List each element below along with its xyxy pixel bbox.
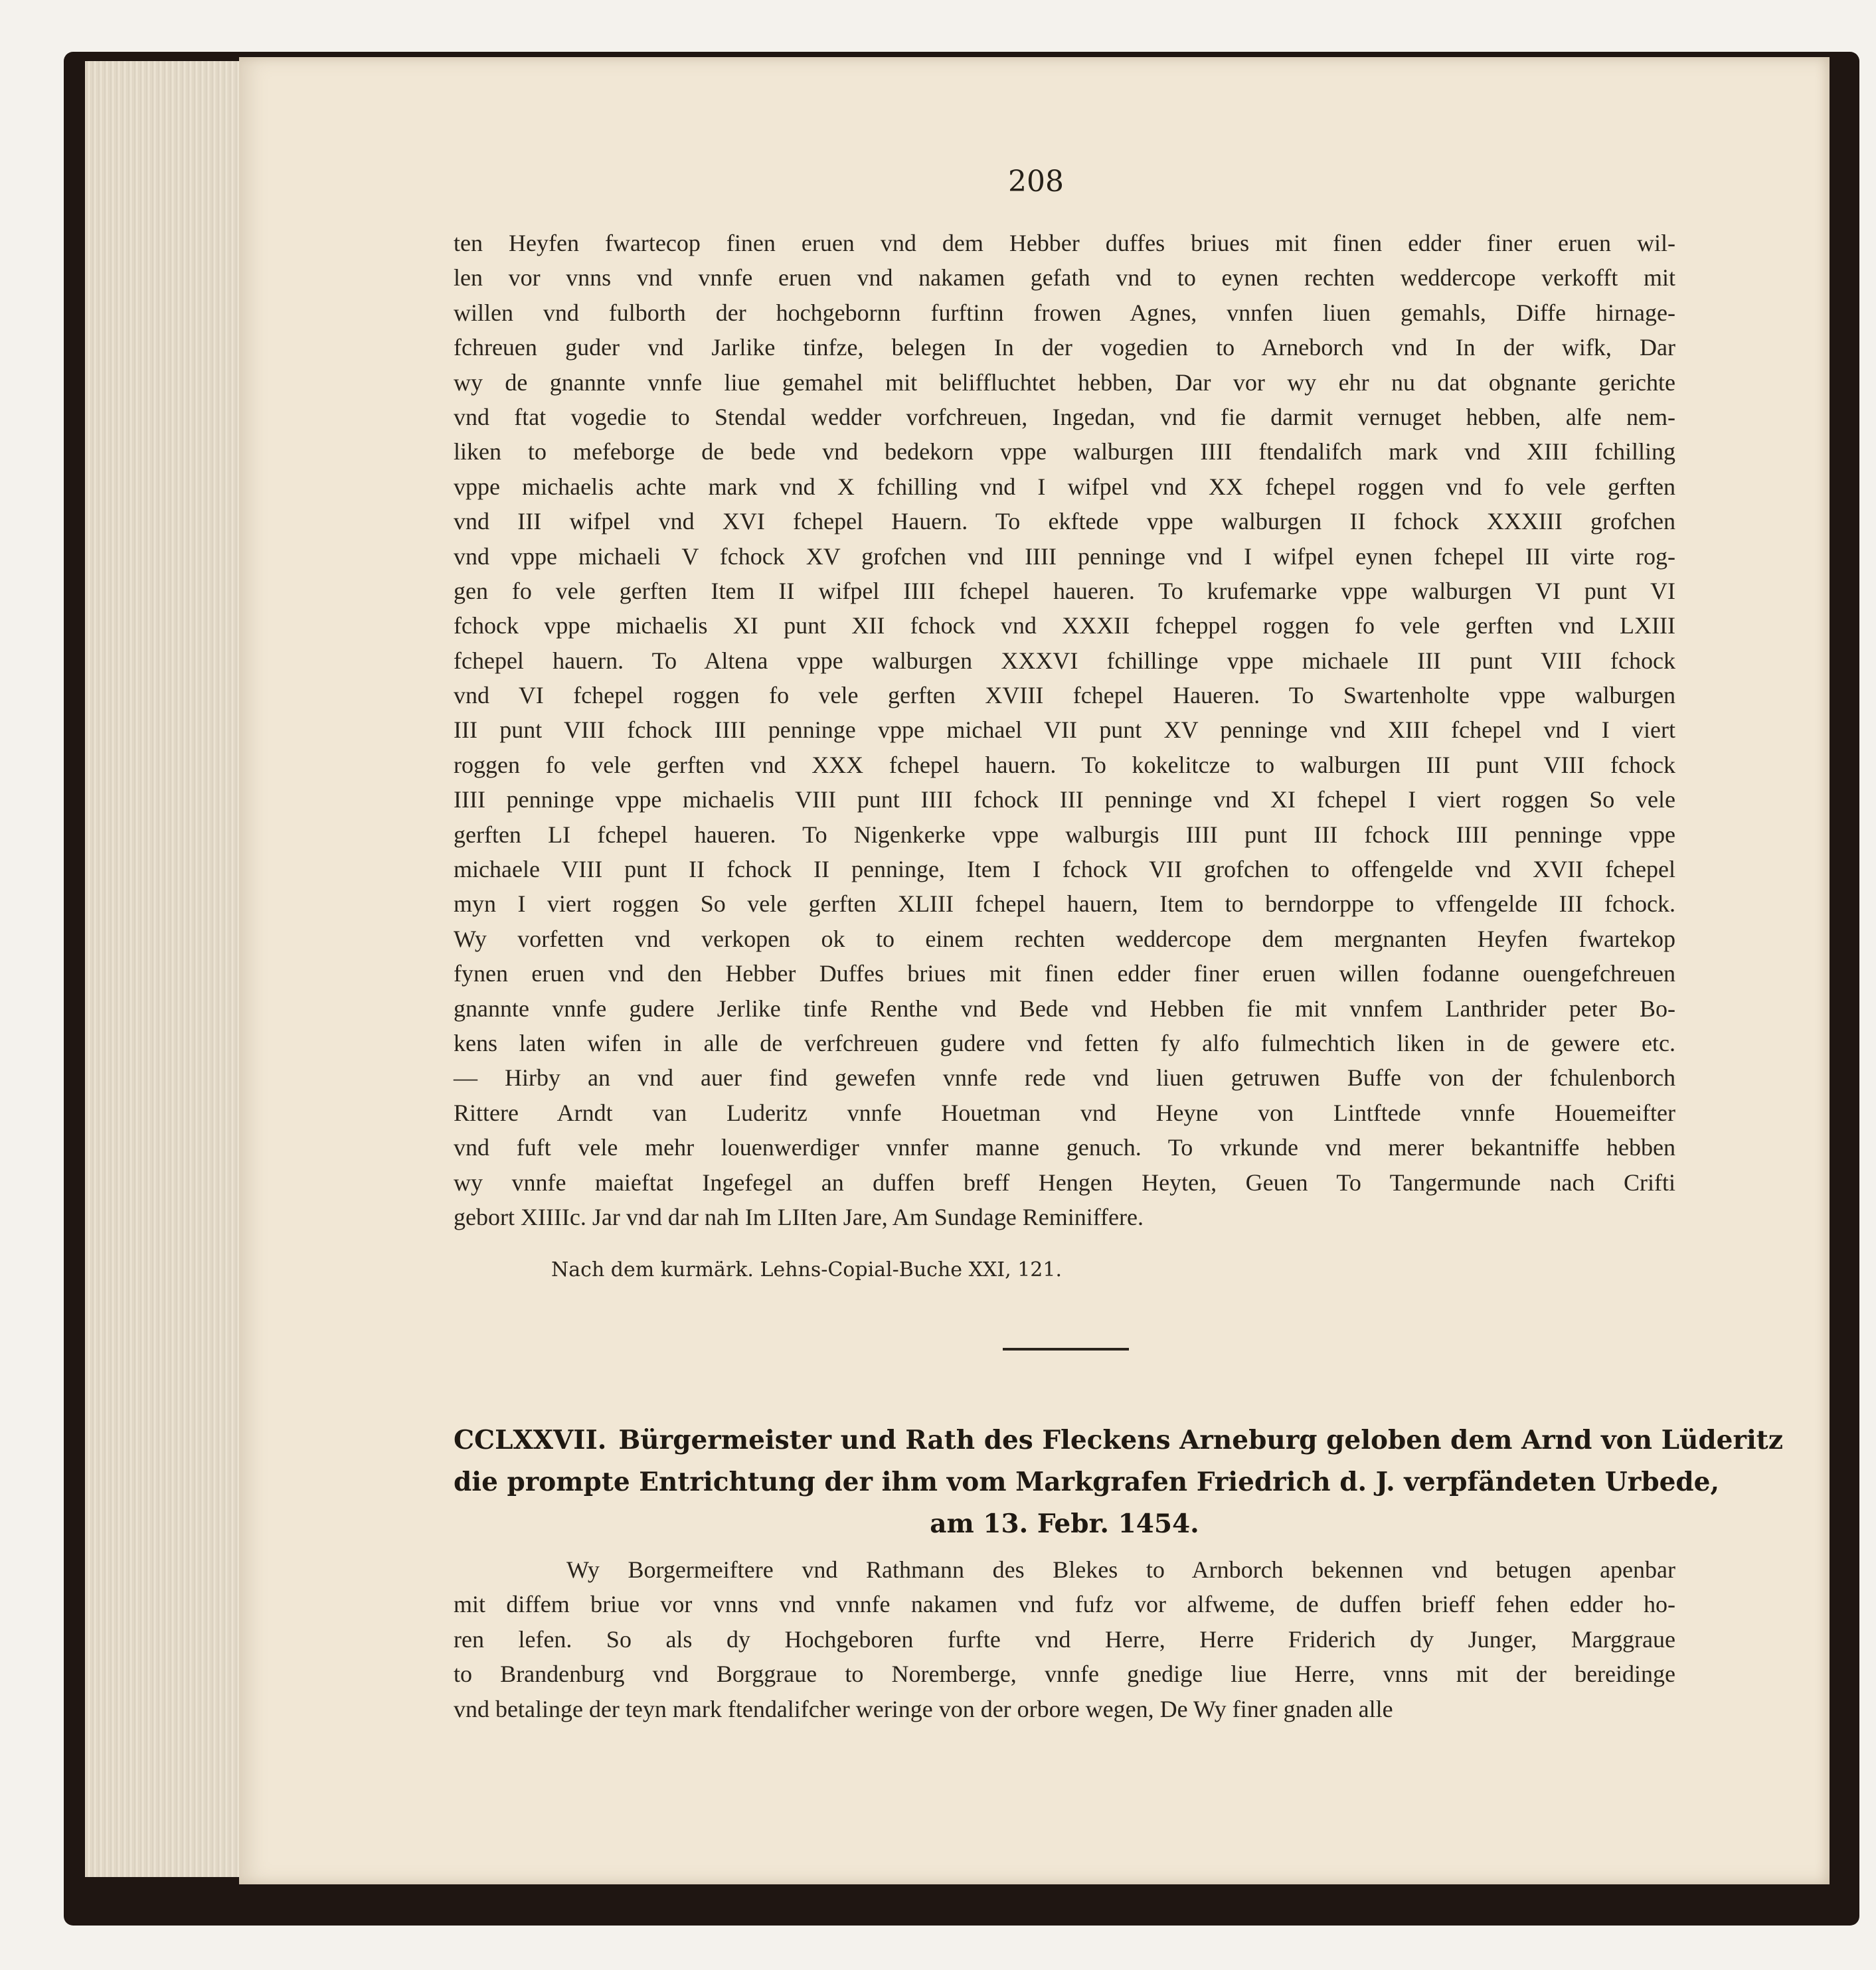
text-line: Wy Borgermeiftere vnd Rathmann des Blekes to Arnborch bekennen vnd betugen apenbar [566,1556,1675,1583]
text-line: roggen fo vele gerften vnd XXX fchepel hauern. To kokelitcze to walburgen III punt VIII fchock [454,751,1675,778]
text-line: liken to mefeborge de bede vnd bedekorn vppe walburgen IIII ftendalifch mark vnd XIII fchilling [454,438,1675,465]
text-line: willen vnd fulborth der hochgebornn furftinn frowen Agnes, vnnfen liuen gemahls, Diffe hirnage- [454,299,1675,326]
text-line: mit diffem briue vor vnns vnd vnnfe nakamen vnd fufz vor alfweme, de duffen brieff fehen edder ho- [454,1591,1675,1618]
text-line: — Hirby an vnd auer find gewefen vnnfe rede vnd liuen getruwen Buffe von der fchulenborch [454,1064,1675,1092]
text-line: fynen eruen vnd den Hebber Duffes briues mit finen edder finer eruen willen fodanne ouengefchreuen [454,960,1675,987]
text-line: gnannte vnnfe gudere Jerlike tinfe Renthe vnd Bede vnd Hebben fie mit vnnfem Lanthrider peter Bo- [454,995,1675,1022]
document-heading [454,1420,1783,1545]
text-line: to Brandenburg vnd Borggraue to Noremberge, vnnfe gnedige liue Herre, vnns mit der bereidinge [454,1661,1675,1688]
text-line: fchepel hauern. To Altena vppe walburgen XXXVI fchillinge vppe michaele III punt VIII fchock [454,647,1675,674]
text-line: IIII penninge vppe michaelis VIII punt IIII fchock III penninge vnd XI fchepel I viert roggen So vele [454,786,1675,813]
text-line: Rittere Arndt van Luderitz vnnfe Houetman vnd Heyne von Lintftede vnnfe Houemeifter [454,1099,1675,1126]
text-line: gerften LI fchepel haueren. To Nigenkerke vppe walburgis IIII punt III fchock IIII penninge vppe [454,821,1675,848]
text-line: michaele VIII punt II fchock II penninge, Item I fchock VII grofchen to offengelde vnd XVII fchepel [454,856,1675,883]
heading-date: am 13. Febr. 1454. [930,1509,1199,1539]
source-citation: Nach dem kurmärk. Lehns-Copial-Buche XXI, 121. [551,1258,1062,1281]
text-line: vnd vppe michaeli V fchock XV grofchen vnd IIII penninge vnd I wifpel eynen fchepel III virte rog- [454,542,1675,570]
text-line: Wy vorfetten vnd verkopen ok to einem rechten weddercope dem mergnanten Heyfen fwartekop [454,925,1675,952]
text-line: wy de gnannte vnnfe liue gemahel mit beliffluchtet hebben, Dar vor wy ehr nu dat obgnante gerichte [454,369,1675,396]
charter-text-paragraph [454,226,1675,1234]
text-line: myn I viert roggen So vele gerften XLIII fchepel hauern, Item to berndorppe to vffengelde III fchock. [454,890,1675,918]
text-line: III punt VIII fchock IIII penninge vppe michael VII punt XV penninge vnd XIII fchepel vnd I viert [454,716,1675,744]
text-line: fchreuen guder vnd Jarlike tinfze, belegen In der vogedien to Arneborch vnd In der wifk, Dar [454,334,1675,361]
text-line: vnd III wifpel vnd XVI fchepel Hauern. To ekftede vppe walburgen II fchock XXXIII grofchen [454,508,1675,535]
new-charter-text-paragraph [454,1552,1675,1726]
text-line: fchock vppe michaelis XI punt XII fchock vnd XXXII fcheppel roggen fo vele gerften vnd LXIII [454,612,1675,639]
text-line: kens laten wifen in alle de verfchreuen gudere vnd fetten fy alfo fulmechtich liken in de gewere etc. [454,1029,1675,1056]
text-line: vppe michaelis achte mark vnd X fchilling vnd I wifpel vnd XX fchepel roggen vnd fo vele gerften [454,473,1675,500]
page-edges [85,61,246,1877]
heading-title-part-1: Bürgermeister und Rath des Fleckens Arneburg geloben dem Arnd von Lüderitz [618,1425,1783,1455]
text-line: len vor vnns vnd vnnfe eruen vnd nakamen gefath vnd to eynen rechten weddercope verkofft mit [454,264,1675,291]
heading-line [454,1420,1783,1461]
text-line: vnd VI fchepel roggen fo vele gerften XVIII fchepel Haueren. To Swartenholte vppe walburgen [454,682,1675,709]
text-line: ren lefen. So als dy Hochgeboren furfte vnd Herre, Herre Friderich dy Junger, Marggraue [454,1625,1675,1653]
text-line: vnd fuft vele mehr louenwerdiger vnnfer manne genuch. To vrkunde vnd merer bekantniffe hebben [454,1134,1675,1161]
text-line: wy vnnfe maieftat Ingefegel an duffen breff Hengen Heyten, Geuen To Tangermunde nach Crifti [454,1169,1675,1196]
text-line: gen fo vele gerften Item II wifpel IIII fchepel haueren. To krufemarke vppe walburgen VI punt VI [454,577,1675,604]
document-number: CCLXXVII. [454,1425,607,1455]
heading-title-part-2: die prompte Entrichtung der ihm vom Markgrafen Friedrich d. J. verpfändeten Urbede, [454,1467,1720,1497]
section-divider [1003,1348,1129,1351]
text-line: ten Heyfen fwartecop finen eruen vnd dem Hebber duffes briues mit finen edder finer eruen wil- [454,230,1675,256]
text-line: vnd ftat vogedie to Stendal wedder vorfchreuen, Ingedan, vnd fie darmit vernuget hebben, alfe nem- [454,403,1675,430]
page-number: 208 [1008,165,1064,199]
text-line: gebort XIIIIc. Jar vnd dar nah Im LIIten Jare, Am Sundage Reminiffere. [454,1203,1144,1230]
text-line: vnd betalinge der teyn mark ftendalifcher weringe von der orbore wegen, De Wy finer gnaden alle [454,1695,1393,1722]
